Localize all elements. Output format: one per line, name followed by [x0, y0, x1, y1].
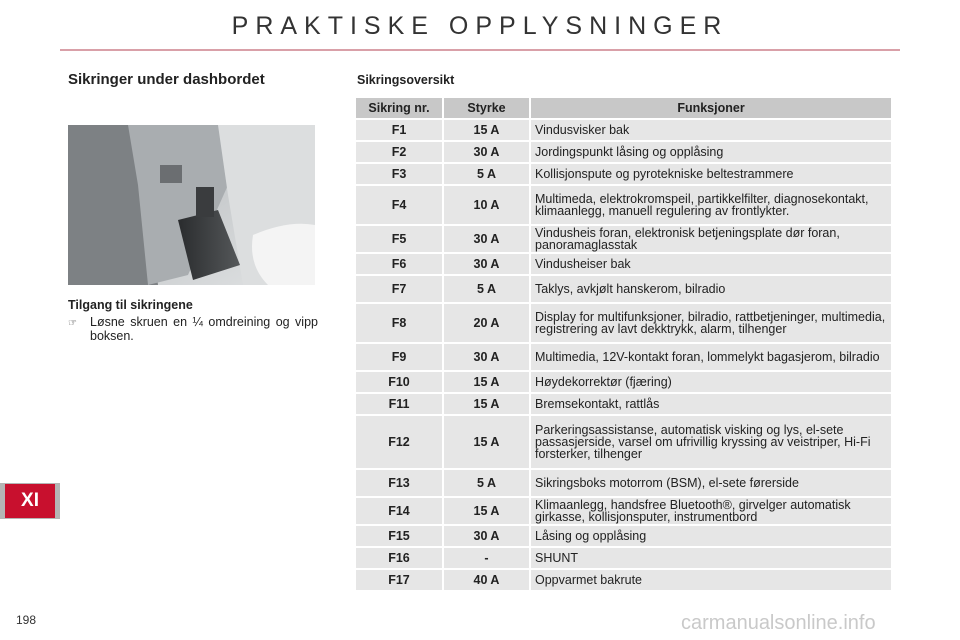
fuse-number-cell: F5: [356, 226, 444, 252]
table-row: [356, 570, 891, 590]
functions-cell: Multimeda, elektrokromspeil, partikkelfilter, diagnosekontakt, klimaanlegg, manuell regulering av frontlykter.: [531, 186, 891, 224]
fuse-number-cell: F6: [356, 254, 444, 274]
rating-cell: 15 A: [444, 120, 531, 140]
table-header-row: [356, 98, 891, 118]
rating-cell: 15 A: [444, 372, 531, 392]
fuse-number-cell: F9: [356, 344, 444, 370]
table-row: [356, 120, 891, 140]
functions-cell: Klimaanlegg, handsfree Bluetooth®, girvelger automatisk girkasse, kollisjonsputer, instrumentbord: [531, 498, 891, 524]
table-row: [356, 470, 891, 496]
access-instruction-text: Løsne skruen en ¼ omdreining og vipp boksen.: [90, 315, 318, 343]
column-header-rating: Styrke: [444, 98, 531, 118]
fuse-number-cell: F14: [356, 498, 444, 524]
functions-cell: Vindusheis foran, elektronisk betjeningsplate dør foran, panoramaglasstak: [531, 226, 891, 252]
functions-cell: Multimedia, 12V-kontakt foran, lommelykt bagasjerom, bilradio: [531, 344, 891, 370]
fuse-number-cell: F2: [356, 142, 444, 162]
table-row: [356, 394, 891, 414]
functions-cell: Vindusheiser bak: [531, 254, 891, 274]
table-row: [356, 416, 891, 468]
rating-cell: 30 A: [444, 142, 531, 162]
fuse-table: [356, 96, 891, 592]
table-row: [356, 304, 891, 342]
rating-cell: 30 A: [444, 254, 531, 274]
table-row: [356, 164, 891, 184]
pointing-hand-icon: ☞: [68, 318, 77, 329]
watermark: carmanualsonline.info: [681, 612, 876, 634]
functions-cell: Parkeringsassistanse, automatisk visking og lys, el-sete passasjerside, varsel om ufrivillig kryssing av veistriper, Hi-Fi forsterker, tilhenger: [531, 416, 891, 468]
fuse-number-cell: F1: [356, 120, 444, 140]
table-row: [356, 254, 891, 274]
functions-cell: Vindusvisker bak: [531, 120, 891, 140]
rating-cell: 5 A: [444, 164, 531, 184]
table-row: [356, 186, 891, 224]
column-header-fuse-number: Sikring nr.: [356, 98, 444, 118]
rating-cell: 40 A: [444, 570, 531, 590]
chapter-label: XI: [5, 484, 55, 518]
fuse-number-cell: F3: [356, 164, 444, 184]
page-header-title: PRAKTISKE OPPLYSNINGER: [231, 12, 729, 40]
table-row: [356, 344, 891, 370]
rating-cell: 5 A: [444, 470, 531, 496]
table-row: [356, 548, 891, 568]
access-title: Tilgang til sikringene: [68, 298, 193, 312]
page-number: 198: [16, 613, 37, 627]
fuse-number-cell: F7: [356, 276, 444, 302]
functions-cell: Høydekorrektør (fjæring): [531, 372, 891, 392]
table-title: Sikringsoversikt: [357, 73, 455, 87]
section-title: Sikringer under dashbordet: [68, 71, 265, 88]
rating-cell: 30 A: [444, 226, 531, 252]
functions-cell: Jordingspunkt låsing og opplåsing: [531, 142, 891, 162]
table-row: [356, 498, 891, 524]
fuse-number-cell: F13: [356, 470, 444, 496]
header-divider: [60, 49, 900, 51]
table-row: [356, 526, 891, 546]
fuse-box-photo: [68, 125, 315, 285]
rating-cell: 15 A: [444, 394, 531, 414]
table-row: [356, 276, 891, 302]
functions-cell: SHUNT: [531, 548, 891, 568]
functions-cell: Bremsekontakt, rattlås: [531, 394, 891, 414]
rating-cell: 30 A: [444, 344, 531, 370]
fuse-number-cell: F17: [356, 570, 444, 590]
functions-cell: Sikringsboks motorrom (BSM), el-sete førerside: [531, 470, 891, 496]
fuse-number-cell: F11: [356, 394, 444, 414]
fuse-number-cell: F10: [356, 372, 444, 392]
fuse-number-cell: F12: [356, 416, 444, 468]
functions-cell: Låsing og opplåsing: [531, 526, 891, 546]
fuse-box-illustration: [68, 125, 315, 285]
rating-cell: 15 A: [444, 416, 531, 468]
functions-cell: Display for multifunksjoner, bilradio, rattbetjeninger, multimedia, registrering av lavt dekktrykk, alarm, tilhenger: [531, 304, 891, 342]
access-instruction: [68, 315, 318, 343]
rating-cell: 5 A: [444, 276, 531, 302]
rating-cell: -: [444, 548, 531, 568]
rating-cell: 15 A: [444, 498, 531, 524]
rating-cell: 20 A: [444, 304, 531, 342]
functions-cell: Taklys, avkjølt hanskerom, bilradio: [531, 276, 891, 302]
fuse-number-cell: F4: [356, 186, 444, 224]
table-row: [356, 226, 891, 252]
column-header-functions: Funksjoner: [531, 98, 891, 118]
functions-cell: Kollisjonspute og pyrotekniske beltestrammere: [531, 164, 891, 184]
fuse-table-body: [356, 120, 891, 590]
table-row: [356, 142, 891, 162]
table-row: [356, 372, 891, 392]
fuse-number-cell: F15: [356, 526, 444, 546]
rating-cell: 10 A: [444, 186, 531, 224]
fuse-number-cell: F8: [356, 304, 444, 342]
fuse-number-cell: F16: [356, 548, 444, 568]
functions-cell: Oppvarmet bakrute: [531, 570, 891, 590]
rating-cell: 30 A: [444, 526, 531, 546]
